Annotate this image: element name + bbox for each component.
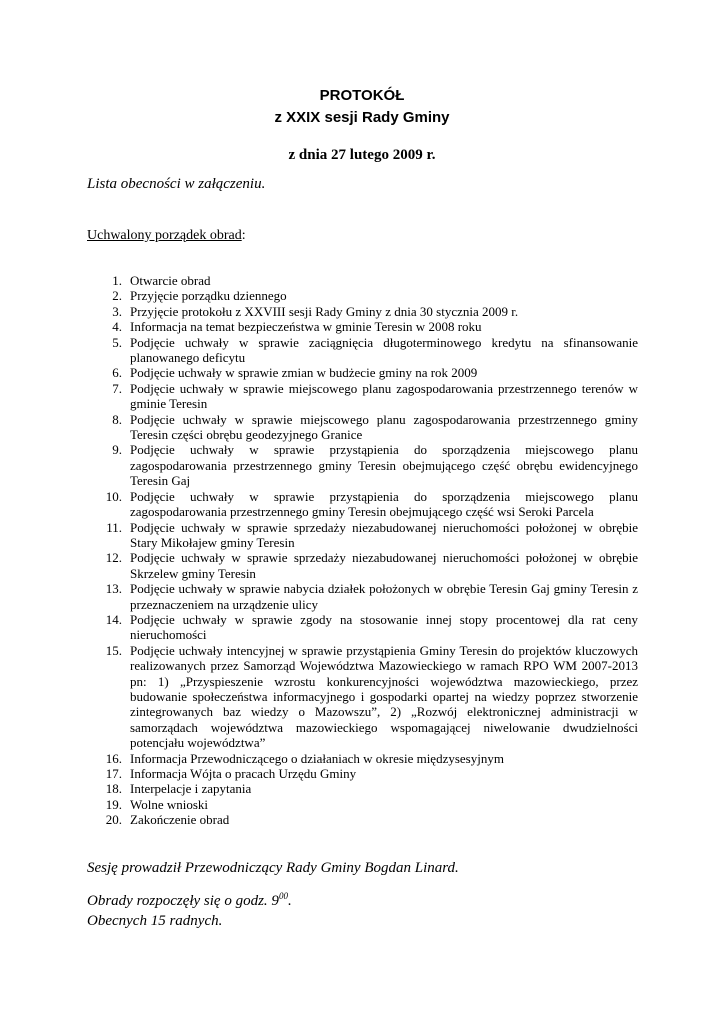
agenda-heading-colon: : — [241, 228, 246, 243]
agenda-item-number: 10. — [105, 488, 122, 504]
agenda-item — [87, 581, 638, 612]
agenda-item-text: Podjęcie uchwały w sprawie przystąpienia do sporządzenia miejscowego planu zagospodarowania przestrzennego gminy Teresin obejmującego część obrębu ewidencyjnego Teresin Gaj — [130, 442, 638, 489]
agenda-item — [87, 319, 638, 334]
agenda-item-text: Przyjęcie protokołu z XXVIII sesji Rady Gminy z dnia 30 stycznia 2009 r. — [130, 303, 519, 319]
agenda-item — [87, 520, 638, 551]
start-time-note — [87, 893, 292, 910]
agenda-heading — [87, 228, 246, 244]
agenda-item — [87, 288, 638, 303]
agenda-item-number: 9. — [112, 442, 122, 458]
agenda-item-text: Interpelacje i zapytania — [130, 781, 252, 797]
agenda-item — [87, 381, 638, 412]
agenda-item — [87, 797, 638, 812]
agenda-list — [87, 273, 638, 828]
agenda-item-number: 16. — [105, 750, 122, 766]
agenda-item-text: Zakończenie obrad — [130, 812, 230, 828]
document-title: PROTOKÓŁ — [319, 87, 405, 104]
agenda-item-number: 19. — [105, 796, 122, 812]
chair-note: Sesję prowadził Przewodniczący Rady Gminy Bogdan Linard. — [87, 860, 459, 876]
agenda-item — [87, 489, 638, 520]
agenda-item-text: Podjęcie uchwały w sprawie zaciągnięcia długoterminowego kredytu na sfinansowanie planowanego deficytu — [130, 334, 638, 366]
agenda-item-number: 8. — [112, 411, 122, 427]
agenda-item — [87, 812, 638, 827]
agenda-item — [87, 304, 638, 319]
agenda-item-number: 12. — [105, 550, 122, 566]
agenda-item — [87, 612, 638, 643]
agenda-item-text: Podjęcie uchwały w sprawie miejscowego planu zagospodarowania przestrzennego terenów w gminie Teresin — [130, 380, 638, 412]
start-time-prefix: Obrady rozpoczęły się o godz. 9 — [87, 893, 279, 909]
agenda-item-text: Podjęcie uchwały w sprawie nabycia działek położonych w obrębie Teresin Gaj gminy Teresin z przeznaczeniem na urządzenie ulicy — [130, 581, 638, 612]
agenda-item-text: Informacja Wójta o pracach Urzędu Gminy — [130, 766, 357, 781]
agenda-item-number: 17. — [105, 766, 122, 781]
agenda-item-number: 5. — [112, 334, 122, 350]
agenda-item-number: 1. — [112, 273, 122, 288]
agenda-item — [87, 766, 638, 781]
agenda-item-text: Wolne wnioski — [130, 796, 209, 812]
agenda-item-number: 14. — [105, 611, 122, 627]
attendance-count: Obecnych 15 radnych. — [87, 913, 223, 929]
agenda-item-text: Informacja na temat bezpieczeństwa w gminie Teresin w 2008 roku — [130, 319, 482, 335]
agenda-item-number: 11. — [106, 519, 122, 535]
agenda-item — [87, 643, 638, 751]
agenda-item — [87, 781, 638, 796]
start-time-suffix: . — [287, 893, 292, 909]
agenda-heading-label: Uchwalony porządek obrad — [87, 228, 242, 243]
agenda-item-text: Podjęcie uchwały w sprawie sprzedaży niezabudowanej nieruchomości położonej w obrębie Skrzelew gminy Teresin — [130, 550, 638, 581]
agenda-item-text: Podjęcie uchwały intencyjnej w sprawie przystąpienia Gminy Teresin do projektów kluczowych realizowanych przez Samorząd Województwa Mazowieckiego w ramach RPO WM 2007-2013 pn: 1) „Przyspieszenie wzrostu konkurencyjności województwa mazowieckiego, przez budowanie społeczeństwa informacyjnego i gospodarki opartej na wiedzy poprzez stworzenie zintegrowanych baz wiedzy o Mazowszu”, 2) „Rozwój elektronicznej administracji w samorządach województwa mazowieckiego wspomagającej niwelowanie dwudzielności potencjału województwa” — [130, 642, 638, 751]
agenda-item — [87, 365, 638, 380]
agenda-item — [87, 412, 638, 443]
agenda-item-text: Informacja Przewodniczącego o działaniach w okresie międzysesyjnym — [130, 750, 504, 766]
agenda-item-number: 7. — [112, 380, 122, 396]
agenda-item-text: Podjęcie uchwały w sprawie miejscowego planu zagospodarowania przestrzennego gminy Teresin części obrębu geodezyjnego Granice — [130, 411, 638, 443]
agenda-item — [87, 273, 638, 288]
document-subtitle: z XXIX sesji Rady Gminy — [274, 109, 450, 126]
agenda-item-text: Podjęcie uchwały w sprawie zgody na stosowanie innej stopy procentowej dla rat ceny nieruchomości — [130, 611, 638, 643]
agenda-item-number: 18. — [105, 781, 122, 797]
agenda-item-number: 4. — [112, 319, 122, 335]
agenda-item-number: 20. — [105, 812, 122, 828]
agenda-item — [87, 335, 638, 366]
agenda-item-text: Podjęcie uchwały w sprawie zmian w budżecie gminy na rok 2009 — [130, 365, 478, 381]
agenda-item-number: 3. — [112, 303, 122, 319]
agenda-item-text: Otwarcie obrad — [130, 273, 211, 288]
agenda-item-text: Przyjęcie porządku dziennego — [130, 288, 287, 304]
agenda-item-text: Podjęcie uchwały w sprawie sprzedaży niezabudowanej nieruchomości położonej w obrębie Stary Mikołajew gminy Teresin — [130, 519, 638, 550]
agenda-item-number: 2. — [112, 288, 122, 304]
agenda-item-number: 6. — [112, 365, 122, 381]
agenda-item-number: 13. — [105, 581, 122, 597]
start-time-minutes: 00 — [278, 891, 288, 901]
agenda-item-number: 15. — [105, 642, 122, 658]
agenda-item — [87, 751, 638, 766]
session-date: z dnia 27 lutego 2009 r. — [288, 147, 436, 163]
agenda-item — [87, 550, 638, 581]
attendance-note: Lista obecności w załączeniu. — [87, 176, 266, 192]
agenda-item — [87, 442, 638, 488]
agenda-item-text: Podjęcie uchwały w sprawie przystąpienia do sporządzenia miejscowego planu zagospodarowania przestrzennego gminy Teresin obejmującego część wsi Seroki Parcela — [130, 488, 638, 520]
